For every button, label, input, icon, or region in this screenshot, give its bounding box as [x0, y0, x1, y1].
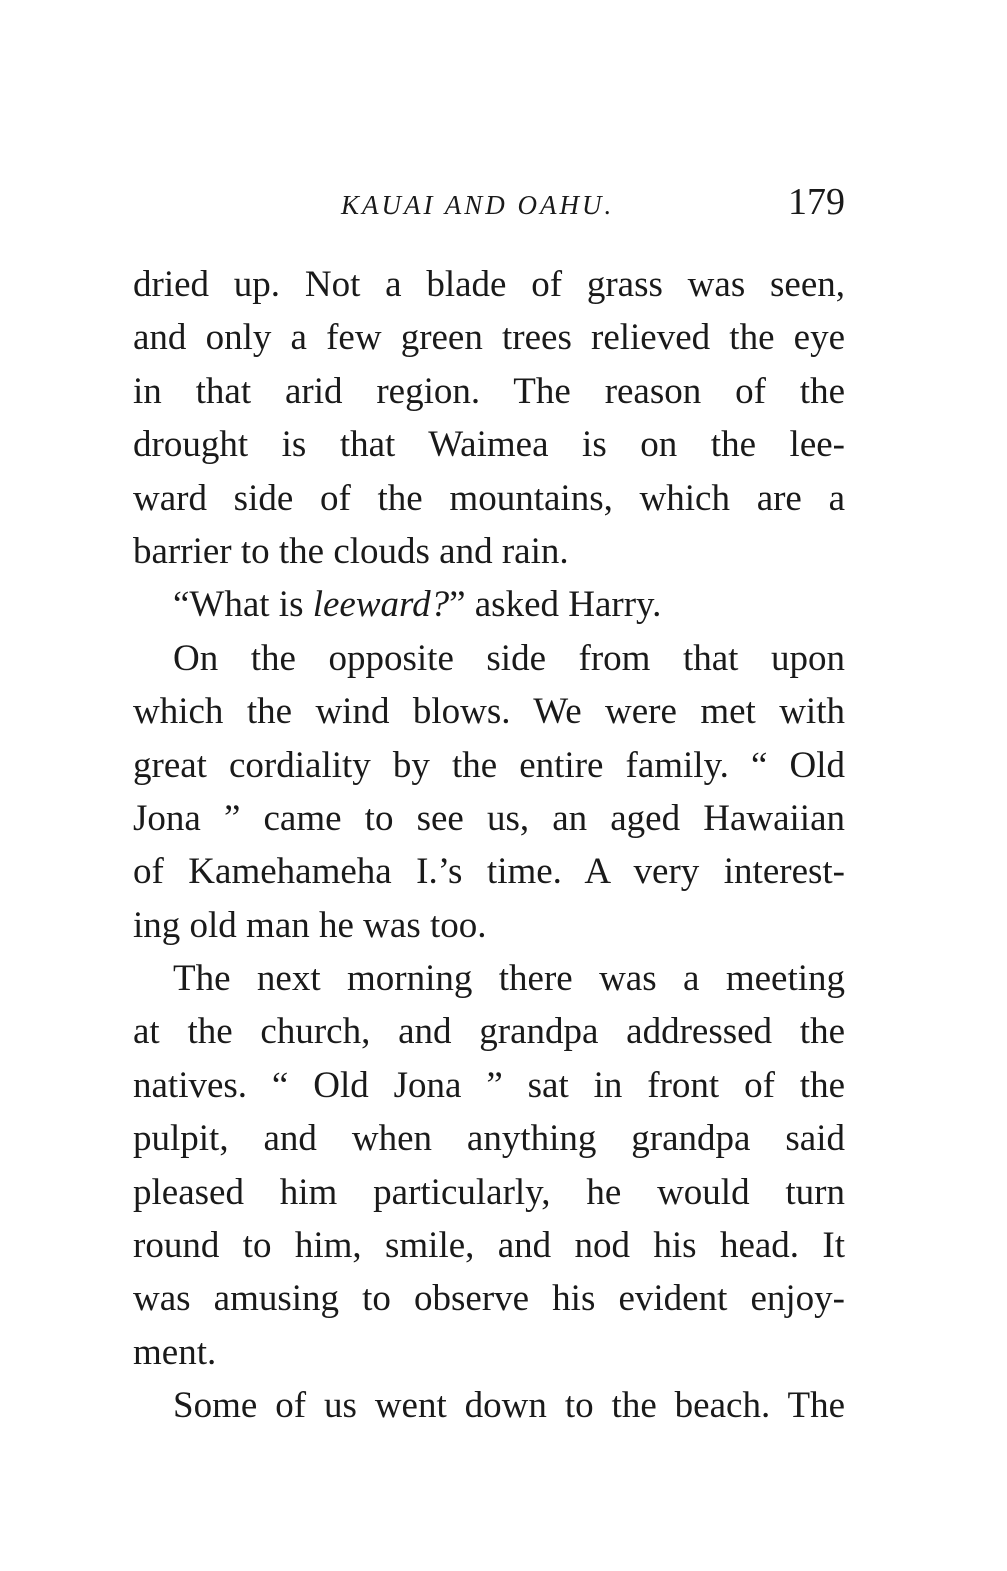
- text-line: “What is leeward?” asked Harry.: [173, 584, 662, 626]
- text-line: ward side of the mountains, which are a: [133, 477, 845, 519]
- running-head: KAUAI AND OAHU.: [341, 190, 615, 220]
- text-line: dried up. Not a blade of grass was seen,: [133, 264, 845, 305]
- text-line: of Kamehameha I.’s time. A very interest-: [133, 851, 845, 893]
- text-line: great cordiality by the entire family. “ Old: [133, 744, 845, 786]
- text-line: was amusing to observe his evident enjoy-: [133, 1278, 845, 1320]
- body-text: [133, 258, 845, 1433]
- text-line: On the opposite side from that upon: [173, 637, 845, 679]
- text-line: The next morning there was a meeting: [173, 958, 845, 1000]
- text-line: ment.: [133, 1331, 217, 1373]
- text-line: which the wind blows. We were met with: [133, 691, 845, 733]
- italic-word: leeward?: [312, 584, 450, 626]
- text-line: Jona ” came to see us, an aged Hawaiian: [133, 797, 845, 839]
- page-header: [133, 180, 845, 230]
- text-line: in that arid region. The reason of the: [133, 370, 845, 412]
- text-line: barrier to the clouds and rain.: [133, 530, 569, 572]
- text-line: ing old man he was too.: [133, 904, 487, 946]
- page-number: 179: [788, 181, 845, 223]
- text-line: pleased him particularly, he would turn: [133, 1171, 845, 1213]
- text-line: at the church, and grandpa addressed the: [133, 1011, 845, 1053]
- text-line: Some of us went down to the beach. The: [173, 1385, 845, 1427]
- text-line: round to him, smile, and nod his head. It: [133, 1225, 845, 1267]
- text-line: pulpit, and when anything grandpa said: [133, 1118, 845, 1160]
- text-line: and only a few green trees relieved the eye: [133, 317, 845, 359]
- text-line: natives. “ Old Jona ” sat in front of the: [133, 1064, 845, 1106]
- text-line: drought is that Waimea is on the lee-: [133, 424, 845, 466]
